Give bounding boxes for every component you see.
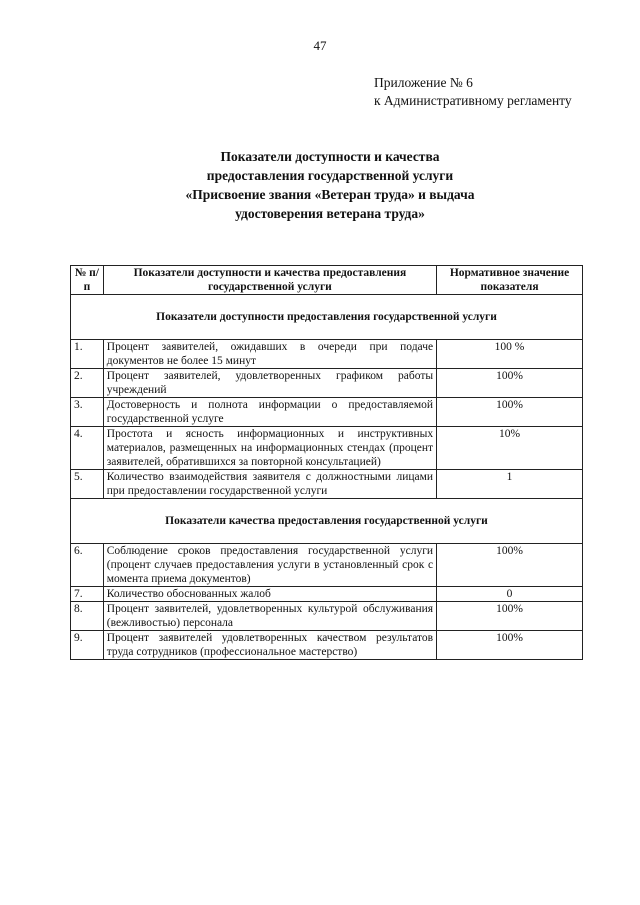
title-line-2: предоставления государственной услуги: [206, 168, 454, 183]
row-num: 6.: [71, 544, 104, 587]
row-num: 4.: [71, 427, 104, 470]
row-value: 100%: [437, 544, 583, 587]
table-row: [71, 587, 583, 602]
row-num: 1.: [71, 340, 104, 369]
section-title: Показатели доступности предоставления государственной услуги: [71, 295, 583, 340]
table-row: [71, 340, 583, 369]
table-row: [71, 631, 583, 660]
row-num: 5.: [71, 470, 104, 499]
page-number: 47: [313, 38, 327, 53]
row-num: 7.: [71, 587, 104, 602]
row-name: Процент заявителей, удовлетворенных культурой обслуживания (вежливостью) персонала: [103, 602, 436, 631]
title-line-1: Показатели доступности и качества: [220, 149, 440, 164]
document-title: [80, 147, 580, 223]
row-num: 2.: [71, 369, 104, 398]
row-name: Процент заявителей удовлетворенных качеством результатов труда сотрудников (профессиональное мастерство): [103, 631, 436, 660]
row-value: 100%: [437, 602, 583, 631]
section-row: [71, 295, 583, 340]
appendix-note: [374, 74, 572, 110]
header-num: № п/п: [71, 266, 104, 295]
row-name: Простота и ясность информационных и инструктивных материалов, размещенных на информационных стендах (процент заявителей, обратившихся за повторной консультацией): [103, 427, 436, 470]
table-row: [71, 602, 583, 631]
row-value: 100%: [437, 398, 583, 427]
table-header-row: [71, 266, 583, 295]
row-name: Количество обоснованных жалоб: [103, 587, 436, 602]
row-value: 100%: [437, 631, 583, 660]
row-value: 10%: [437, 427, 583, 470]
row-value: 1: [437, 470, 583, 499]
row-name: Процент заявителей, удовлетворенных графиком работы учреждений: [103, 369, 436, 398]
table-row: [71, 427, 583, 470]
header-value: Нормативное значение показателя: [437, 266, 583, 295]
row-num: 9.: [71, 631, 104, 660]
appendix-line-1: Приложение № 6: [374, 75, 473, 90]
row-name: Достоверность и полнота информации о предоставляемой государственной услуге: [103, 398, 436, 427]
table-row: [71, 544, 583, 587]
row-num: 8.: [71, 602, 104, 631]
title-line-4: удостоверения ветерана труда»: [235, 206, 425, 221]
appendix-line-2: к Административному регламенту: [374, 93, 572, 108]
table-row: [71, 398, 583, 427]
table-row: [71, 369, 583, 398]
table-row: [71, 470, 583, 499]
row-name: Количество взаимодействия заявителя с должностными лицами при предоставлении государственной услуги: [103, 470, 436, 499]
row-name: Соблюдение сроков предоставления государственной услуги (процент случаев предоставления услуги в установленный срок с момента приема документов): [103, 544, 436, 587]
row-value: 100%: [437, 369, 583, 398]
row-value: 100 %: [437, 340, 583, 369]
row-num: 3.: [71, 398, 104, 427]
row-name: Процент заявителей, ожидавших в очереди при подаче документов не более 15 минут: [103, 340, 436, 369]
section-title: Показатели качества предоставления государственной услуги: [71, 499, 583, 544]
section-row: [71, 499, 583, 544]
header-name: Показатели доступности и качества предоставления государственной услуги: [103, 266, 436, 295]
indicators-table: [70, 265, 583, 660]
title-line-3: «Присвоение звания «Ветеран труда» и выдача: [185, 187, 475, 202]
row-value: 0: [437, 587, 583, 602]
